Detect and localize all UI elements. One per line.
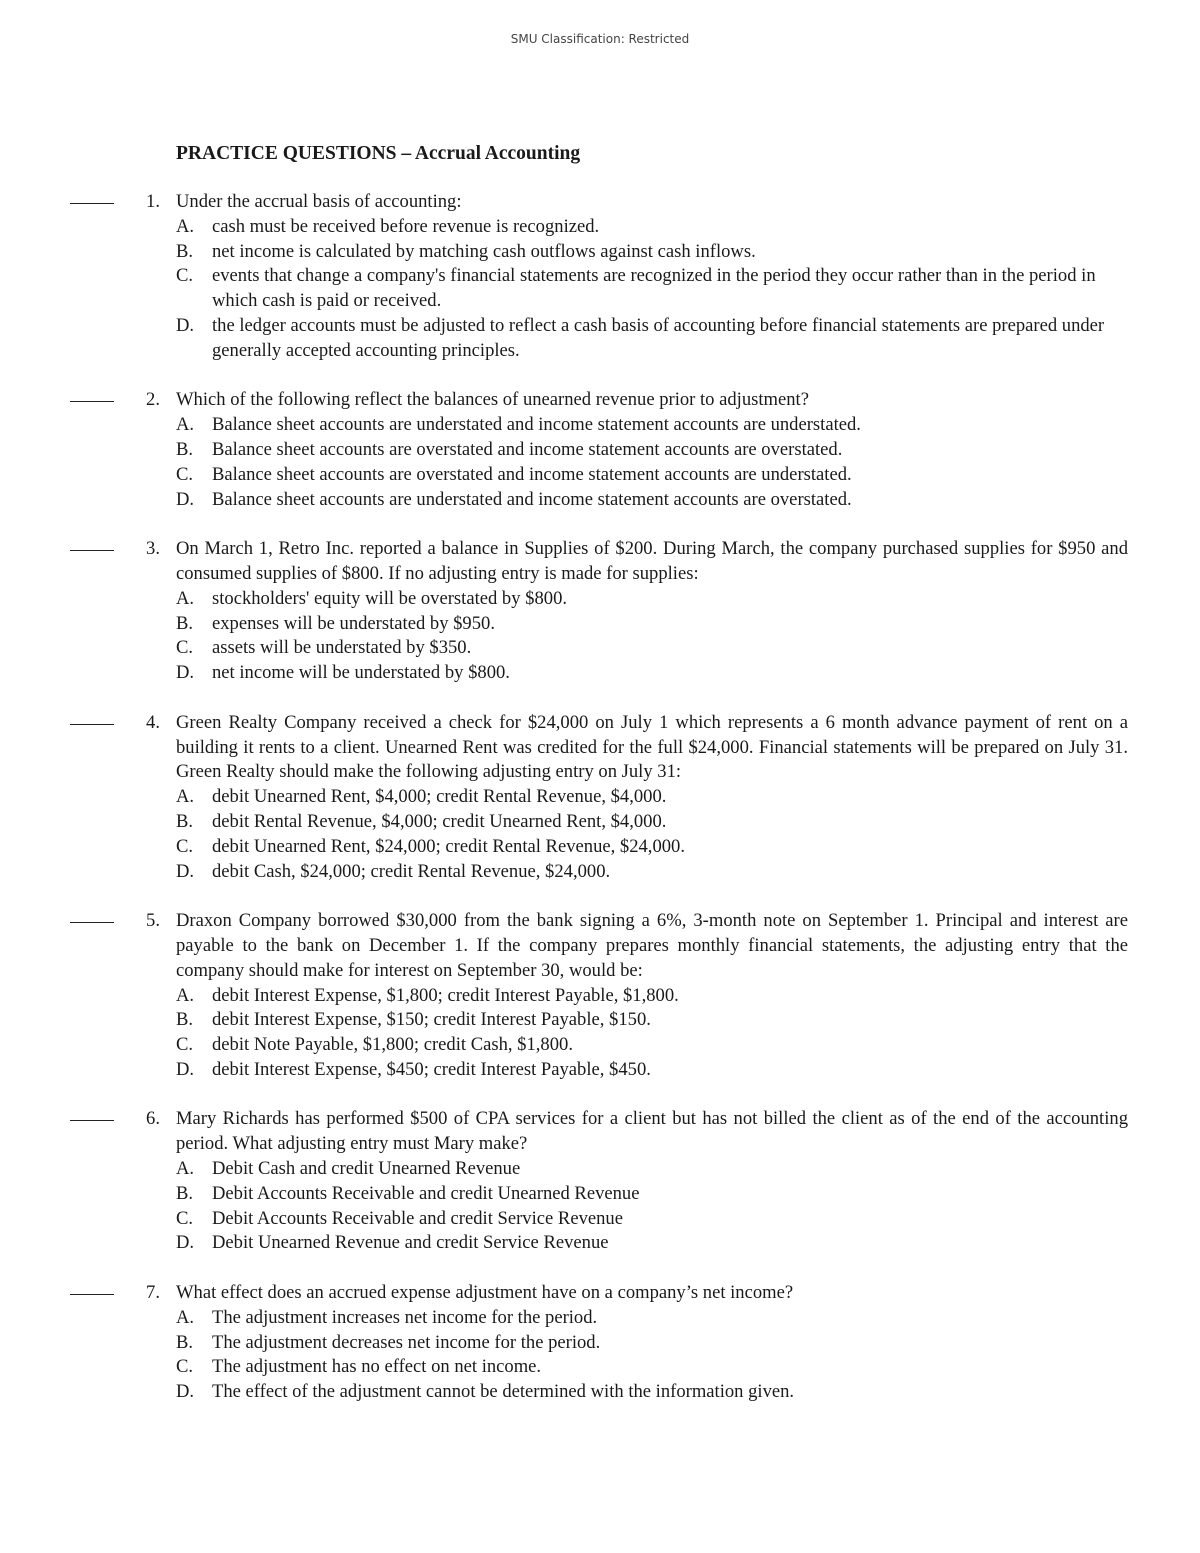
question-number: 3. <box>146 538 160 560</box>
answer-option <box>176 636 1128 661</box>
question-stem: What effect does an accrued expense adjustment have on a company’s net income? <box>176 1282 794 1304</box>
answer-option <box>176 1058 1128 1083</box>
option-letter: D. <box>176 662 195 684</box>
option-text: Debit Accounts Receivable and credit Unearned Revenue <box>212 1182 640 1204</box>
question-number: 7. <box>146 1282 160 1304</box>
option-letter: D. <box>176 860 195 882</box>
answer-option <box>176 661 1128 686</box>
question-1 <box>0 190 1200 364</box>
question-number: 5. <box>146 910 160 932</box>
option-letter: A. <box>176 786 195 808</box>
question-list <box>0 190 1200 1430</box>
answer-option <box>176 240 1128 265</box>
answer-option <box>176 612 1128 637</box>
option-letter: B. <box>176 1009 194 1031</box>
answer-option <box>176 413 1128 438</box>
answer-option <box>176 1182 1128 1207</box>
option-text: Debit Accounts Receivable and credit Service Revenue <box>212 1207 623 1229</box>
answer-blank[interactable] <box>70 401 114 402</box>
answer-option <box>176 314 1128 364</box>
answer-blank[interactable] <box>70 1294 114 1295</box>
answer-option <box>176 1355 1128 1380</box>
answer-option <box>176 1157 1128 1182</box>
question-stem: Which of the following reflect the balances of unearned revenue prior to adjustment? <box>176 389 809 411</box>
question-stem: Under the accrual basis of accounting: <box>176 191 462 212</box>
question-3 <box>0 537 1200 686</box>
question-stem: Mary Richards has performed $500 of CPA services for a client but has not billed the client as of the end of the accounting period. What adjusting entry must Mary make? <box>176 1108 1128 1155</box>
option-text: net income will be understated by $800. <box>212 662 510 684</box>
question-number: 6. <box>146 1108 160 1130</box>
answer-blank[interactable] <box>70 724 114 725</box>
option-letter: A. <box>176 414 195 436</box>
answer-option <box>176 438 1128 463</box>
option-text: expenses will be understated by $950. <box>212 612 495 634</box>
answer-option <box>176 1380 1128 1405</box>
answer-option <box>176 463 1128 488</box>
option-text: debit Note Payable, $1,800; credit Cash, $1,800. <box>212 1034 573 1056</box>
option-letter: D. <box>176 1232 195 1254</box>
question-2 <box>0 388 1200 512</box>
option-letter: B. <box>176 240 194 262</box>
option-letter: B. <box>176 1331 194 1353</box>
option-text: debit Interest Expense, $450; credit Interest Payable, $450. <box>212 1058 651 1080</box>
option-letter: A. <box>176 1306 195 1328</box>
answer-blank[interactable] <box>70 1120 114 1121</box>
answer-option <box>176 984 1128 1009</box>
question-number: 4. <box>146 711 160 733</box>
option-text: net income is calculated by matching cash outflows against cash inflows. <box>212 240 756 262</box>
option-text: debit Interest Expense, $1,800; credit Interest Payable, $1,800. <box>212 984 679 1006</box>
option-letter: C. <box>176 637 194 659</box>
answer-option <box>176 835 1128 860</box>
answer-option <box>176 1033 1128 1058</box>
answer-option <box>176 860 1128 885</box>
option-text: debit Rental Revenue, $4,000; credit Unearned Rent, $4,000. <box>212 810 667 832</box>
option-text: stockholders' equity will be overstated by $800. <box>212 587 568 609</box>
option-letter: A. <box>176 1158 195 1180</box>
question-stem: Draxon Company borrowed $30,000 from the bank signing a 6%, 3-month note on September 1. Principal and interest are payable to the bank on December 1. If the company prepares monthly financial statements, the adjusting entry that the company should make for interest on September 30, would be: <box>176 910 1128 981</box>
answer-blank[interactable] <box>70 922 114 923</box>
option-text: The effect of the adjustment cannot be determined with the information given. <box>212 1381 795 1403</box>
answer-option <box>176 215 1128 240</box>
option-text: debit Unearned Rent, $24,000; credit Rental Revenue, $24,000. <box>212 835 685 857</box>
answer-option <box>176 1008 1128 1033</box>
question-stem: On March 1, Retro Inc. reported a balance in Supplies of $200. During March, the company purchased supplies for $950 and consumed supplies of $800. If no adjusting entry is made for supplies: <box>176 538 1128 584</box>
option-letter: B. <box>176 1182 194 1204</box>
option-text: debit Interest Expense, $150; credit Interest Payable, $150. <box>212 1009 651 1031</box>
option-letter: D. <box>176 1058 195 1080</box>
option-letter: D. <box>176 1381 195 1403</box>
question-6 <box>0 1107 1200 1256</box>
option-letter: A. <box>176 587 195 609</box>
option-text: the ledger accounts must be adjusted to reflect a cash basis of accounting before financial statements are prepared under generally accepted accounting principles. <box>212 314 1105 361</box>
question-4 <box>0 711 1200 885</box>
answer-option <box>176 488 1128 513</box>
option-letter: C. <box>176 265 194 287</box>
option-text: debit Unearned Rent, $4,000; credit Rental Revenue, $4,000. <box>212 786 667 808</box>
option-text: events that change a company's financial statements are recognized in the period they occur rather than in the period in which cash is paid or received. <box>212 265 1096 312</box>
option-text: Balance sheet accounts are overstated and income statement accounts are understated. <box>212 463 852 485</box>
answer-blank[interactable] <box>70 203 114 204</box>
answer-option <box>176 785 1128 810</box>
option-text: The adjustment increases net income for the period. <box>212 1306 598 1328</box>
answer-option <box>176 1331 1128 1356</box>
option-letter: B. <box>176 612 194 634</box>
option-text: assets will be understated by $350. <box>212 637 472 659</box>
option-text: Balance sheet accounts are overstated and income statement accounts are overstated. <box>212 438 843 460</box>
classification-header: SMU Classification: Restricted <box>510 32 690 46</box>
option-text: The adjustment decreases net income for the period. <box>212 1331 601 1353</box>
answer-option <box>176 1231 1128 1256</box>
answer-option <box>176 1306 1128 1331</box>
question-number: 2. <box>146 389 160 411</box>
answer-blank[interactable] <box>70 550 114 551</box>
option-text: The adjustment has no effect on net income. <box>212 1356 542 1378</box>
option-text: Debit Cash and credit Unearned Revenue <box>212 1158 521 1180</box>
option-letter: B. <box>176 438 194 460</box>
option-text: cash must be received before revenue is recognized. <box>212 215 600 237</box>
option-letter: B. <box>176 810 194 832</box>
option-letter: A. <box>176 984 195 1006</box>
answer-option <box>176 1207 1128 1232</box>
option-letter: D. <box>176 488 195 510</box>
answer-option <box>176 810 1128 835</box>
option-text: debit Cash, $24,000; credit Rental Revenue, $24,000. <box>212 860 611 882</box>
option-letter: C. <box>176 1207 194 1229</box>
option-letter: C. <box>176 1356 194 1378</box>
option-letter: D. <box>176 314 195 336</box>
option-letter: A. <box>176 215 195 237</box>
option-text: Balance sheet accounts are understated and income statement accounts are overstated. <box>212 488 852 510</box>
option-text: Balance sheet accounts are understated and income statement accounts are understated. <box>212 414 861 436</box>
question-stem: Green Realty Company received a check for $24,000 on July 1 which represents a 6 month advance payment of rent on a building it rents to a client. Unearned Rent was credited for the full $24,000. Financial statements will be prepared on July 31. Green Realty should make the following adjusting entry on July 31: <box>176 711 1128 783</box>
question-number: 1. <box>146 191 160 212</box>
question-5 <box>0 909 1200 1083</box>
question-7 <box>0 1281 1200 1405</box>
option-letter: C. <box>176 835 194 857</box>
page-title: PRACTICE QUESTIONS – Accrual Accounting <box>176 143 581 164</box>
option-letter: C. <box>176 1034 194 1056</box>
option-text: Debit Unearned Revenue and credit Service Revenue <box>212 1232 609 1254</box>
answer-option <box>176 264 1128 314</box>
option-letter: C. <box>176 463 194 485</box>
answer-option <box>176 587 1128 612</box>
